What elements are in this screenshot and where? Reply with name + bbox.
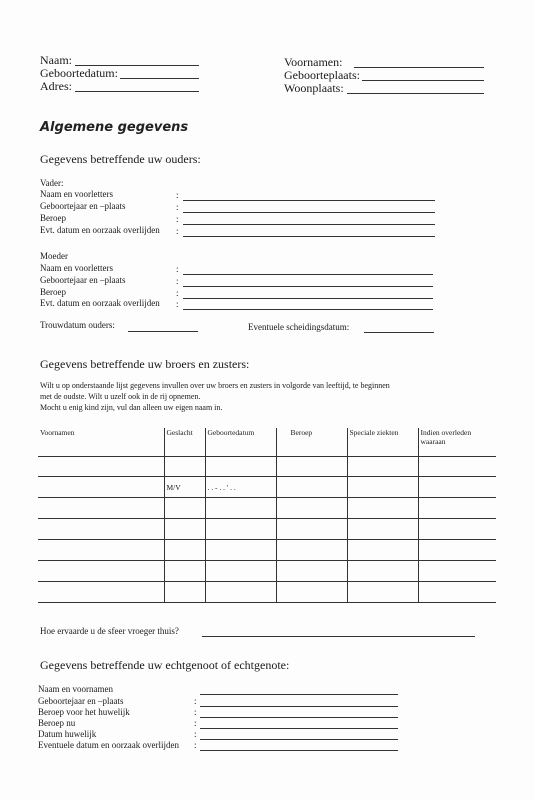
col-birthdate: Geboortedatum [205, 428, 276, 456]
father-name-field[interactable] [183, 200, 435, 201]
father-label: Vader: [40, 178, 64, 188]
table-row [38, 456, 496, 477]
siblings-table [38, 428, 496, 603]
birthdate-label: Geboortedatum: [40, 66, 118, 80]
mother-name-label: Naam en voorletters [40, 263, 113, 273]
siblings-instruction-3: Mocht u enig kind zijn, vul dan alleen uw eigen naam in. [40, 403, 223, 412]
father-death-field[interactable] [183, 236, 435, 237]
table-row [38, 582, 496, 603]
spouse-occupation-now-field[interactable] [200, 728, 398, 729]
residence-label: Woonplaats: [284, 81, 344, 95]
spouse-death-label: Eventuele datum en oorzaak overlijden [38, 740, 179, 750]
col-firstnames: Voornamen [38, 428, 164, 456]
mother-occupation-field[interactable] [183, 298, 433, 299]
mother-death-label: Evt. datum en oorzaak overlijden [40, 298, 160, 308]
father-birth-label: Geboortejaar en –plaats [40, 201, 126, 211]
table-row [38, 519, 496, 540]
siblings-instruction-2: met de oudste. Wilt u uzelf ook in de rij opnemen. [40, 392, 201, 401]
atmosphere-question: Hoe ervaarde u de sfeer vroeger thuis? [40, 626, 179, 636]
spouse-occupation-before-label: Beroep voor het huwelijk [38, 707, 130, 717]
mother-birth-label: Geboortejaar en –plaats [40, 275, 126, 285]
divorce-date-field[interactable] [364, 332, 434, 333]
table-row [38, 477, 496, 498]
birthdate-field[interactable] [120, 78, 199, 79]
divorce-date-label: Eventuele scheidingsdatum: [248, 322, 350, 332]
father-occupation-label: Beroep [40, 213, 66, 223]
spouse-occupation-now-label: Beroep nu [38, 718, 76, 728]
father-occupation-field[interactable] [183, 224, 435, 225]
address-label: Adres: [40, 79, 72, 93]
spouse-death-field[interactable] [200, 750, 398, 751]
name-label: Naam: [40, 53, 72, 67]
father-death-label: Evt. datum en oorzaak overlijden [40, 225, 160, 235]
firstnames-label: Voornamen: [284, 55, 343, 69]
col-diseases: Speciale ziekten [347, 428, 418, 456]
table-header-row [38, 428, 496, 456]
spouse-name-label: Naam en voornamen [38, 684, 113, 694]
table-row [38, 540, 496, 561]
section-heading: Algemene gegevens [40, 120, 189, 135]
gender-hint[interactable]: M/V [164, 477, 205, 498]
atmosphere-field[interactable] [202, 636, 475, 637]
table-row [38, 498, 496, 519]
mother-label: Moeder [40, 251, 68, 261]
marriage-date-field[interactable] [128, 331, 198, 332]
birthplace-field[interactable] [362, 80, 484, 81]
col-deceased: Indien overleden waaraan [418, 428, 496, 456]
table-row [38, 561, 496, 582]
mother-death-field[interactable] [183, 309, 433, 310]
siblings-title: Gegevens betreffende uw broers en zusters: [40, 357, 250, 371]
spouse-birth-field[interactable] [200, 706, 398, 707]
spouse-occupation-before-field[interactable] [200, 717, 398, 718]
birthplace-label: Geboorteplaats: [284, 68, 360, 82]
marriage-date-label-2: Datum huwelijk [38, 729, 97, 739]
address-field[interactable] [75, 91, 199, 92]
col-occupation: Beroep [276, 428, 347, 456]
parents-title: Gegevens betreffende uw ouders: [40, 152, 201, 166]
mother-name-field[interactable] [183, 274, 433, 275]
residence-field[interactable] [347, 93, 484, 94]
mother-occupation-label: Beroep [40, 287, 66, 297]
firstnames-field[interactable] [354, 67, 484, 68]
father-name-label: Naam en voorletters [40, 189, 113, 199]
spouse-name-field[interactable] [200, 694, 398, 695]
spouse-birth-label: Geboortejaar en –plaats [38, 696, 124, 706]
marriage-date-field-2[interactable] [200, 739, 398, 740]
col-gender: Geslacht [164, 428, 205, 456]
mother-birth-field[interactable] [183, 286, 433, 287]
siblings-instruction-1: Wilt u op onderstaande lijst gegevens invullen over uw broers en zusters in volgorde van leeftijd, te beginnen [40, 381, 390, 390]
father-birth-field[interactable] [183, 212, 435, 213]
marriage-date-label: Trouwdatum ouders: [40, 320, 115, 330]
spouse-title: Gegevens betreffende uw echtgenoot of echtgenote: [40, 658, 290, 672]
date-hint[interactable]: . . - . . ' . . [205, 477, 276, 498]
